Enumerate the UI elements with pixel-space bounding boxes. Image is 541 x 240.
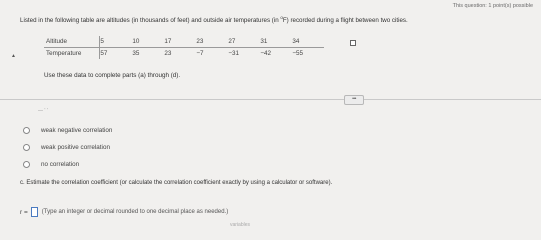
intro-suffix: F) recorded during a flight between two cities.: [282, 17, 408, 25]
radio-button[interactable]: [23, 161, 30, 168]
table-cell: 5: [100, 36, 133, 48]
caret-up-icon: ▲: [11, 53, 16, 59]
answer-hint: (Type an integer or decimal rounded to one decimal place as needed.): [41, 209, 229, 215]
instruction-text: Use these data to complete parts (a) through (d).: [44, 72, 181, 79]
option-label: weak negative correlation: [41, 126, 113, 134]
table-cell: 17: [164, 36, 196, 48]
data-table: [44, 36, 324, 59]
section-divider: [0, 99, 541, 100]
table-cell: −42: [260, 50, 272, 57]
table-cell: 31: [260, 36, 292, 48]
table-cell: 34: [292, 36, 324, 48]
option-label: weak positive correlation: [41, 143, 110, 151]
table-cell: 10: [132, 36, 164, 48]
question-intro: [20, 15, 408, 24]
copy-data-icon[interactable]: [350, 40, 356, 46]
table-cell: −31: [228, 50, 240, 57]
table-cell: 23: [196, 36, 228, 48]
table-cell: −7: [196, 50, 204, 57]
variables-link[interactable]: variables: [230, 222, 251, 228]
table-cell: 35: [132, 50, 140, 57]
degree-symbol: o: [280, 15, 283, 20]
option-weak-negative[interactable]: [23, 125, 112, 135]
table-cell: −55: [292, 50, 304, 57]
table-cell: 27: [228, 36, 260, 48]
answer-row: [20, 207, 228, 217]
row-label: Temperature: [44, 48, 100, 60]
points-possible-label: This question: 1 point(s) possible: [452, 3, 533, 9]
scroll-tick-marks: — ‘ ‘: [38, 108, 48, 114]
table-cell: 23: [164, 50, 172, 57]
table-row-temperature: [44, 48, 324, 60]
option-label: no correlation: [41, 160, 80, 168]
radio-button[interactable]: [23, 127, 30, 134]
option-no-correlation[interactable]: [23, 159, 79, 169]
part-c-question: c. Estimate the correlation coefficient (or calculate the correlation coefficient exactly by using a calculator or software).: [20, 180, 333, 186]
table-row-altitude: [44, 36, 324, 48]
correlation-answer-input[interactable]: [31, 207, 38, 217]
expand-more-button[interactable]: •••: [344, 95, 364, 105]
radio-button[interactable]: [23, 144, 30, 151]
intro-prefix: Listed in the following table are altitudes (in thousands of feet) and outside air temperatures (in: [20, 17, 281, 25]
r-label: r =: [20, 208, 28, 216]
table-cell: 57: [100, 50, 108, 57]
option-weak-positive[interactable]: [23, 142, 110, 152]
row-label: Altitude: [44, 36, 100, 48]
